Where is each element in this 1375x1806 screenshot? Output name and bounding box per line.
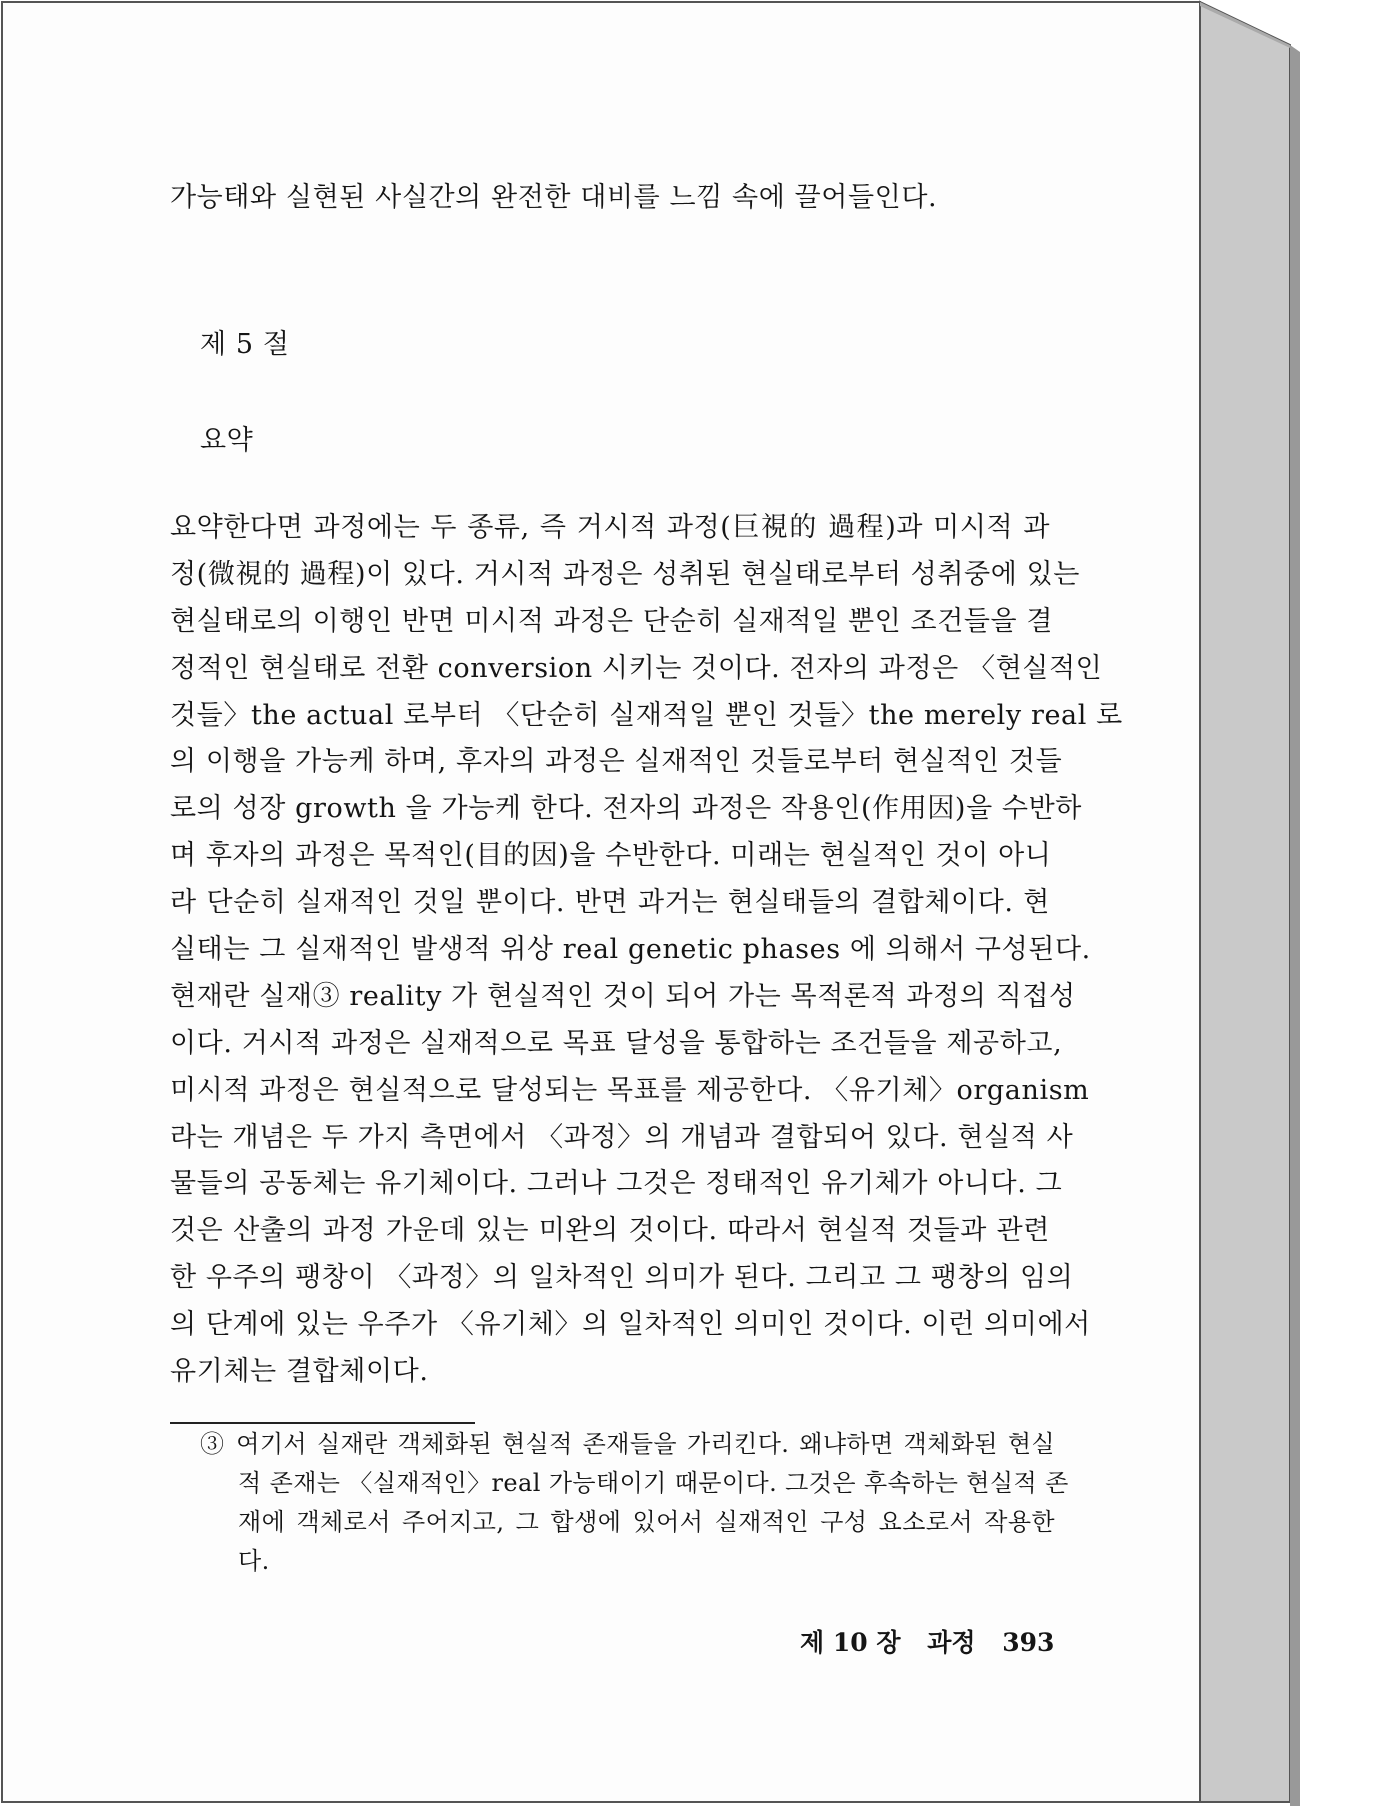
paragraph-line: 로의 성장 growth 을 가능케 한다. 전자의 과정은 작용인(作用因)을 수반하: [170, 793, 1082, 825]
footer-chapter: 제 10 장: [800, 1628, 901, 1657]
footer-title: 과정: [927, 1628, 976, 1657]
summary-paragraph: [170, 505, 1123, 1396]
paragraph-line: 며 후자의 과정은 목적인(目的因)을 수반한다. 미래는 현실적인 것이 아니: [170, 840, 1052, 872]
paragraph-line: 유기체는 결합체이다.: [170, 1356, 429, 1388]
paragraph-line: 현실태로의 이행인 반면 미시적 과정은 단순히 실재적일 뿐인 조건들을 결: [170, 605, 1054, 637]
paragraph-line: 물들의 공동체는 유기체이다. 그러나 그것은 정태적인 유기체가 아니다. 그: [170, 1168, 1063, 1200]
paragraph-line: 요약한다면 과정에는 두 종류, 즉 거시적 과정(巨視的 過程)과 미시적 과: [170, 512, 1050, 543]
paragraph-line: 한 우주의 팽창이 〈과정〉의 일차적인 의미가 된다. 그리고 그 팽창의 임의: [170, 1262, 1074, 1294]
paragraph-line: 의 단계에 있는 우주가 〈유기체〉의 일차적인 의미인 것이다. 이런 의미에서: [170, 1309, 1091, 1341]
footnote-line: 다.: [238, 1547, 270, 1575]
paragraph-line: 라는 개념은 두 가지 측면에서 〈과정〉의 개념과 결합되어 있다. 현실적 사: [170, 1121, 1074, 1153]
paragraph-line: 현재란 실재③ reality 가 현실적인 것이 되어 가는 목적론적 과정의 직접성: [170, 980, 1076, 1012]
continued-sentence: 가능태와 실현된 사실간의 완전한 대비를 느낌 속에 끌어들인다.: [170, 182, 938, 213]
paragraph-line: 라 단순히 실재적인 것일 뿐이다. 반면 과거는 현실태들의 결합체이다. 현: [170, 887, 1050, 919]
footnote-line: 적 존재는 〈실재적인〉real 가능태이기 때문이다. 그것은 후속하는 현실적 존: [238, 1469, 1069, 1497]
paragraph-line: 정적인 현실태로 전환 conversion 시키는 것이다. 전자의 과정은 〈현실적인: [170, 652, 1103, 684]
section-number: 제 5 절: [200, 329, 290, 360]
paragraph-line: 것들〉the actual 로부터 〈단순히 실재적일 뿐인 것들〉the merely real 로: [170, 699, 1123, 731]
footnote-line: ③ 여기서 실재란 객체화된 현실적 존재들을 가리킨다. 왜냐하면 객체화된 현실: [200, 1430, 1055, 1458]
page-number: 393: [1002, 1628, 1055, 1657]
paragraph-line: 정(微視的 過程)이 있다. 거시적 과정은 성취된 현실태로부터 성취중에 있는: [170, 558, 1080, 590]
section-title: 요약: [200, 425, 254, 456]
running-footer: [800, 1623, 1072, 1659]
footnote-line: 재에 객체로서 주어지고, 그 합생에 있어서 실재적인 구성 요소로서 작용한: [238, 1508, 1055, 1536]
paragraph-line: 미시적 과정은 현실적으로 달성되는 목표를 제공한다. 〈유기체〉organism: [170, 1074, 1090, 1106]
paragraph-line: 의 이행을 가능케 하며, 후자의 과정은 실재적인 것들로부터 현실적인 것들: [170, 746, 1063, 778]
paragraph-line: 것은 산출의 과정 가운데 있는 미완의 것이다. 따라서 현실적 것들과 관련: [170, 1215, 1050, 1247]
footnote: [200, 1425, 1069, 1581]
footnote-divider: [170, 1422, 475, 1424]
paragraph-line: 실태는 그 실재적인 발생적 위상 real genetic phases 에 의해서 구성된다.: [170, 934, 1091, 966]
paragraph-line: 이다. 거시적 과정은 실재적으로 목표 달성을 통합하는 조건들을 제공하고,: [170, 1027, 1063, 1059]
